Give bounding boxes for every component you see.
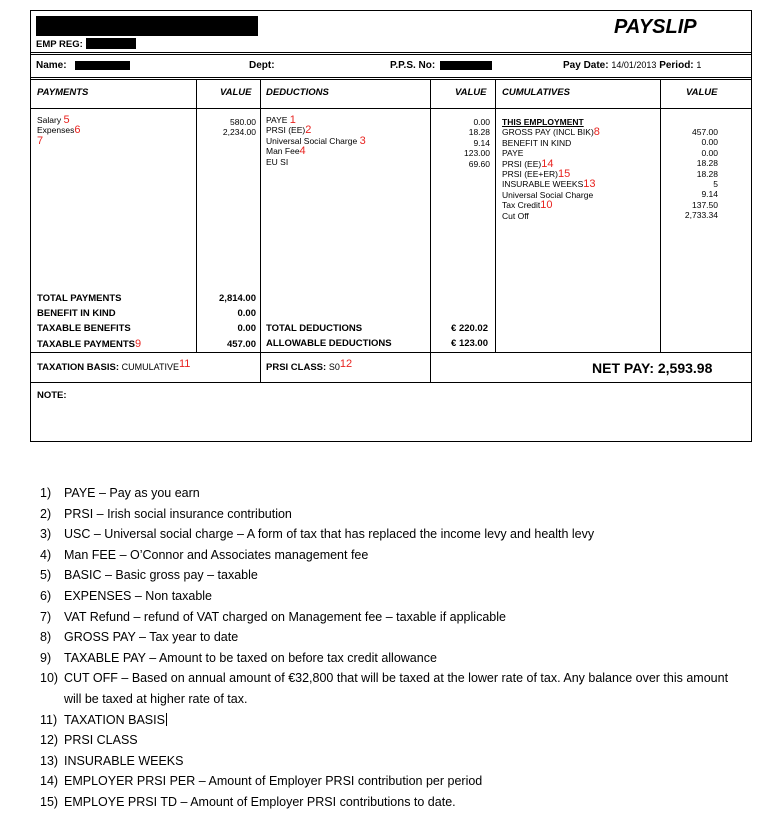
payslip-title: PAYSLIP	[614, 16, 697, 38]
list-item: 18.28	[696, 168, 718, 179]
redacted-name	[75, 61, 130, 70]
col-header-value: VALUE	[220, 87, 252, 98]
list-item: 14) EMPLOYER PRSI PER – Amount of Employer PRSI contribution per period	[40, 774, 483, 789]
cumulative-values	[664, 127, 718, 221]
list-item: PRSI (EE)2	[266, 124, 312, 137]
list-item: 0.00	[473, 117, 490, 127]
list-item: 12) PRSI CLASS	[40, 733, 138, 748]
deductions-list	[266, 115, 366, 167]
col-header-cumulatives: CUMULATIVES	[502, 87, 570, 98]
list-item: 18.28	[468, 127, 490, 138]
dept-label: Dept:	[249, 60, 275, 71]
divider	[30, 352, 752, 353]
taxation-basis: TAXATION BASIS: CUMULATIVE11	[37, 358, 191, 373]
bik-value: 0.00	[237, 308, 256, 320]
list-item: 2,733.34	[684, 210, 718, 221]
list-item: 457.00	[692, 127, 718, 137]
list-item: Cut Off	[502, 210, 529, 221]
total-payments-value: 2,814.00	[219, 293, 256, 304]
list-item: 580.00	[230, 117, 256, 127]
list-item: 3) USC – Universal social charge – A form of tax that has replaced the income levy and health levy	[40, 527, 595, 542]
list-item: 9.14	[701, 189, 718, 200]
name-label: Name:	[36, 60, 67, 71]
notes-list	[40, 483, 740, 813]
list-item: THIS EMPLOYMENT	[502, 117, 584, 127]
totals-values	[200, 291, 256, 352]
col-divider	[660, 79, 661, 353]
list-item: 10) CUT OFF – Based on annual amount of €32,800 that will be taxed at the lower rate of tax. Any balance over this amount will be taxed at higher rate of tax.	[40, 671, 729, 706]
list-item: Universal Social Charge 3	[266, 134, 366, 147]
divider	[30, 382, 752, 383]
net-pay-value: 2,593.98	[657, 360, 713, 376]
divider	[30, 54, 752, 55]
list-item: 0.00	[701, 147, 718, 158]
deduction-totals-labels	[266, 321, 392, 351]
emp-reg-label: EMP REG:	[36, 39, 83, 50]
taxable-payments-label: TAXABLE PAYMENTS9	[37, 337, 142, 350]
taxable-payments-value: 457.00	[226, 338, 256, 350]
totals-labels	[37, 291, 141, 352]
divider	[30, 108, 752, 109]
net-pay: NET PAY: 2,593.98	[592, 360, 713, 376]
taxable-benefits-value: 0.00	[237, 323, 256, 335]
list-item: 137.50	[692, 199, 718, 210]
list-item: EU SI	[266, 156, 289, 167]
list-item: 7) VAT Refund – refund of VAT charged on Management fee – taxable if applicable	[40, 609, 506, 624]
list-item: 0.00	[701, 137, 718, 148]
list-item: PAYE	[502, 148, 524, 159]
col-header-deductions: DEDUCTIONS	[266, 87, 329, 98]
list-item: 1) PAYE – Pay as you earn	[40, 486, 200, 500]
taxable-benefits-label: TAXABLE BENEFITS	[37, 323, 131, 335]
payslip-frame	[30, 10, 752, 442]
list-item: 69.60	[468, 158, 490, 169]
col-header-value: VALUE	[455, 87, 487, 98]
total-deductions-label: TOTAL DEDUCTIONS	[266, 323, 363, 334]
list-item: 4) Man FEE – O’Connor and Associates management fee	[40, 547, 369, 562]
list-item: 9) TAXABLE PAY – Amount to be taxed on before tax credit allowance	[40, 650, 437, 665]
pay-date-label: Pay Date:	[563, 60, 609, 71]
divider	[30, 52, 752, 53]
redacted-emp-reg	[86, 38, 136, 49]
list-item: 11) TAXATION BASIS	[40, 712, 165, 727]
total-payments-label: TOTAL PAYMENTS	[37, 293, 122, 304]
redacted-pps	[440, 61, 492, 70]
col-header-payments: PAYMENTS	[37, 87, 89, 98]
list-item: 18.28	[696, 158, 718, 169]
list-item: 2) PRSI – Irish social insurance contribution	[40, 506, 292, 521]
deduction-totals-values	[432, 321, 488, 351]
cumulatives-list	[502, 117, 600, 221]
pay-date-value: 14/01/2013	[611, 60, 657, 70]
list-item: Man Fee4	[266, 145, 306, 158]
pps-label: P.P.S. No:	[390, 60, 436, 71]
text-cursor	[166, 713, 167, 726]
period-label: Period:	[659, 60, 694, 71]
payments-list	[37, 115, 80, 146]
total-deductions-value: € 220.02	[451, 323, 488, 334]
list-item: Salary 5	[37, 114, 70, 126]
col-divider	[260, 79, 261, 383]
col-divider	[430, 79, 431, 383]
allowable-deductions-value: € 123.00	[451, 338, 488, 350]
note-label: NOTE:	[37, 390, 67, 401]
list-item: 7	[37, 134, 44, 147]
list-item: 13) INSURABLE WEEKS	[40, 753, 184, 768]
deduction-values	[434, 117, 490, 169]
list-item: Tax Credit10	[502, 199, 553, 212]
list-item: 15) EMPLOYE PRSI TD – Amount of Employer PRSI contributions to date.	[40, 794, 456, 809]
period-value: 1	[696, 60, 702, 70]
bik-label: BENEFIT IN KIND	[37, 308, 116, 320]
list-item: 9.14	[473, 137, 490, 148]
pay-date	[563, 60, 701, 71]
col-divider	[196, 79, 197, 353]
payment-values	[200, 117, 256, 138]
list-item: INSURABLE WEEKS13	[502, 178, 596, 191]
prsi-class: PRSI CLASS: S012	[266, 358, 353, 373]
list-item: 5) BASIC – Basic gross pay – taxable	[40, 568, 258, 583]
list-item: PRSI (EE)14	[502, 157, 554, 170]
list-item: BENEFIT IN KIND	[502, 137, 572, 148]
list-item: 6) EXPENSES – Non taxable	[40, 588, 212, 603]
divider	[30, 77, 752, 78]
list-item: 8) GROSS PAY – Tax year to date	[40, 630, 239, 645]
list-item: 5	[713, 179, 718, 190]
list-item: 123.00	[464, 148, 490, 159]
col-divider	[495, 79, 496, 353]
list-item: Expenses6	[37, 124, 81, 137]
list-item: Universal Social Charge	[502, 189, 594, 200]
list-item: 2,234.00	[222, 127, 256, 138]
allowable-deductions-label: ALLOWABLE DEDUCTIONS	[266, 338, 392, 350]
list-item: GROSS PAY (INCL BIK)8	[502, 126, 600, 139]
col-header-value: VALUE	[686, 87, 718, 98]
list-item: PRSI (EE+ER)15	[502, 168, 571, 181]
redacted-employer-name	[36, 16, 258, 36]
list-item: PAYE 1	[266, 114, 296, 126]
divider	[30, 79, 752, 80]
